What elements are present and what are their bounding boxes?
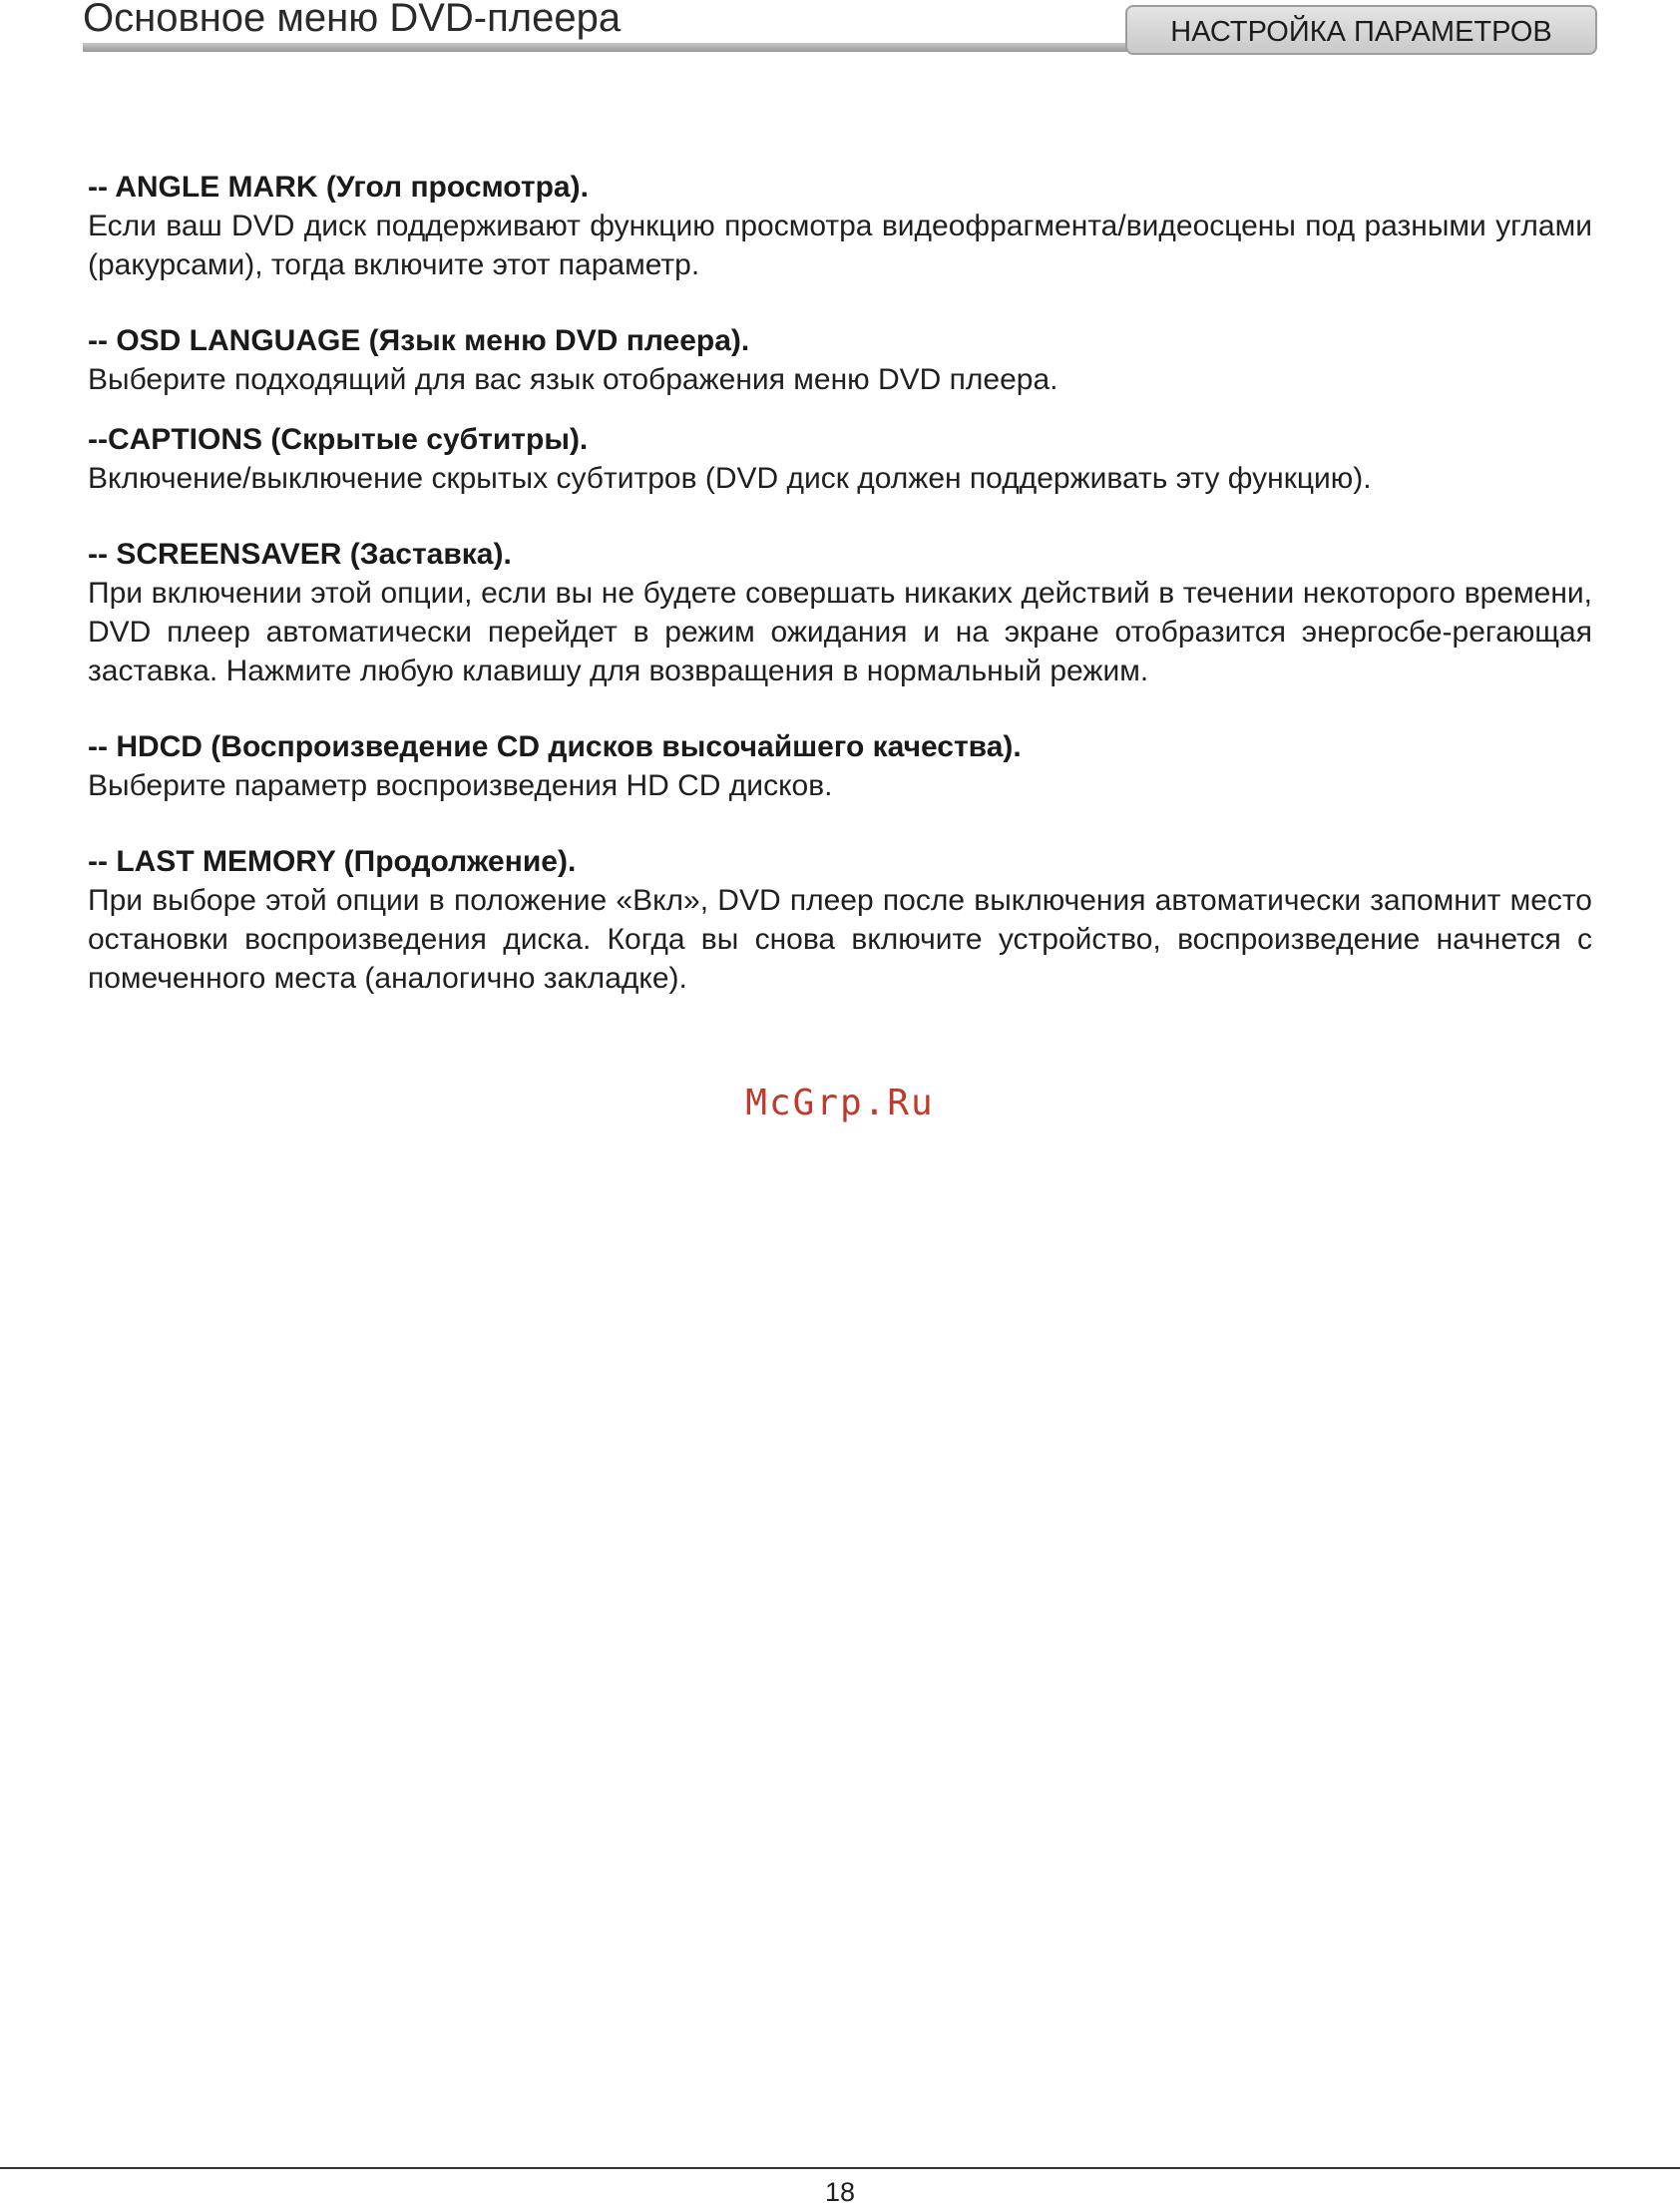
section-heading: -- HDCD (Воспроизведение CD дисков высочайшего качества). (88, 730, 1022, 763)
section-body: Выберите параметр воспроизведения HD CD дисков. (88, 769, 833, 802)
section-heading: -- OSD LANGUAGE (Язык меню DVD плеера). (88, 324, 750, 357)
section-body: Если ваш DVD диск поддерживают функцию просмотра видеофрагмента/видеосцены под разными углами (ракурсами), тогда включите этот параметр. (88, 210, 1592, 281)
section-spacer (88, 284, 1592, 321)
main-content (88, 168, 1592, 998)
section-spacer (88, 399, 1592, 420)
watermark-text: McGrp.Ru (745, 1083, 935, 1123)
section-body: Включение/выключение скрытых субтитров (DVD диск должен поддерживать эту функцию). (88, 462, 1372, 495)
section-spacer (88, 498, 1592, 535)
section-body: Выберите подходящий для вас язык отображения меню DVD плеера. (88, 363, 1058, 396)
section-heading: --CAPTIONS (Скрытые субтитры). (88, 423, 589, 456)
section-heading: -- LAST MEMORY (Продолжение). (88, 845, 577, 878)
section-screensaver (88, 535, 1592, 690)
section-badge: НАСТРОЙКА ПАРАМЕТРОВ (1125, 5, 1597, 55)
page-number: 18 (824, 2177, 856, 2207)
section-body: При включении этой опции, если вы не будете совершать никаких действий в течении некоторого времени, DVD плеер автоматически перейдет в режим ожидания и на экране отобразится энергосбе-регающая заставка. Нажмите любую клавишу для возвращения в нормальный режим. (88, 577, 1592, 687)
section-last-memory (88, 842, 1592, 998)
header-divider (83, 43, 1135, 52)
section-hdcd (88, 727, 1592, 805)
section-heading: -- SCREENSAVER (Заставка). (88, 538, 512, 571)
section-body: При выборе этой опции в положение «Вкл», DVD плеер после выключения автоматически запомнит место остановки воспроизведения диска. Когда вы снова включите устройство, воспроизведение начнется с помеченного места (аналогично закладке). (88, 884, 1592, 995)
section-osd-language (88, 321, 1592, 399)
section-captions (88, 420, 1592, 498)
section-spacer (88, 690, 1592, 727)
page-title: Основное меню DVD-плеера (83, 0, 622, 40)
section-spacer (88, 805, 1592, 842)
section-angle-mark (88, 168, 1592, 284)
footer-divider (0, 2167, 1680, 2169)
section-heading: -- ANGLE MARK (Угол просмотра). (88, 171, 589, 204)
page-header (0, 0, 1680, 70)
